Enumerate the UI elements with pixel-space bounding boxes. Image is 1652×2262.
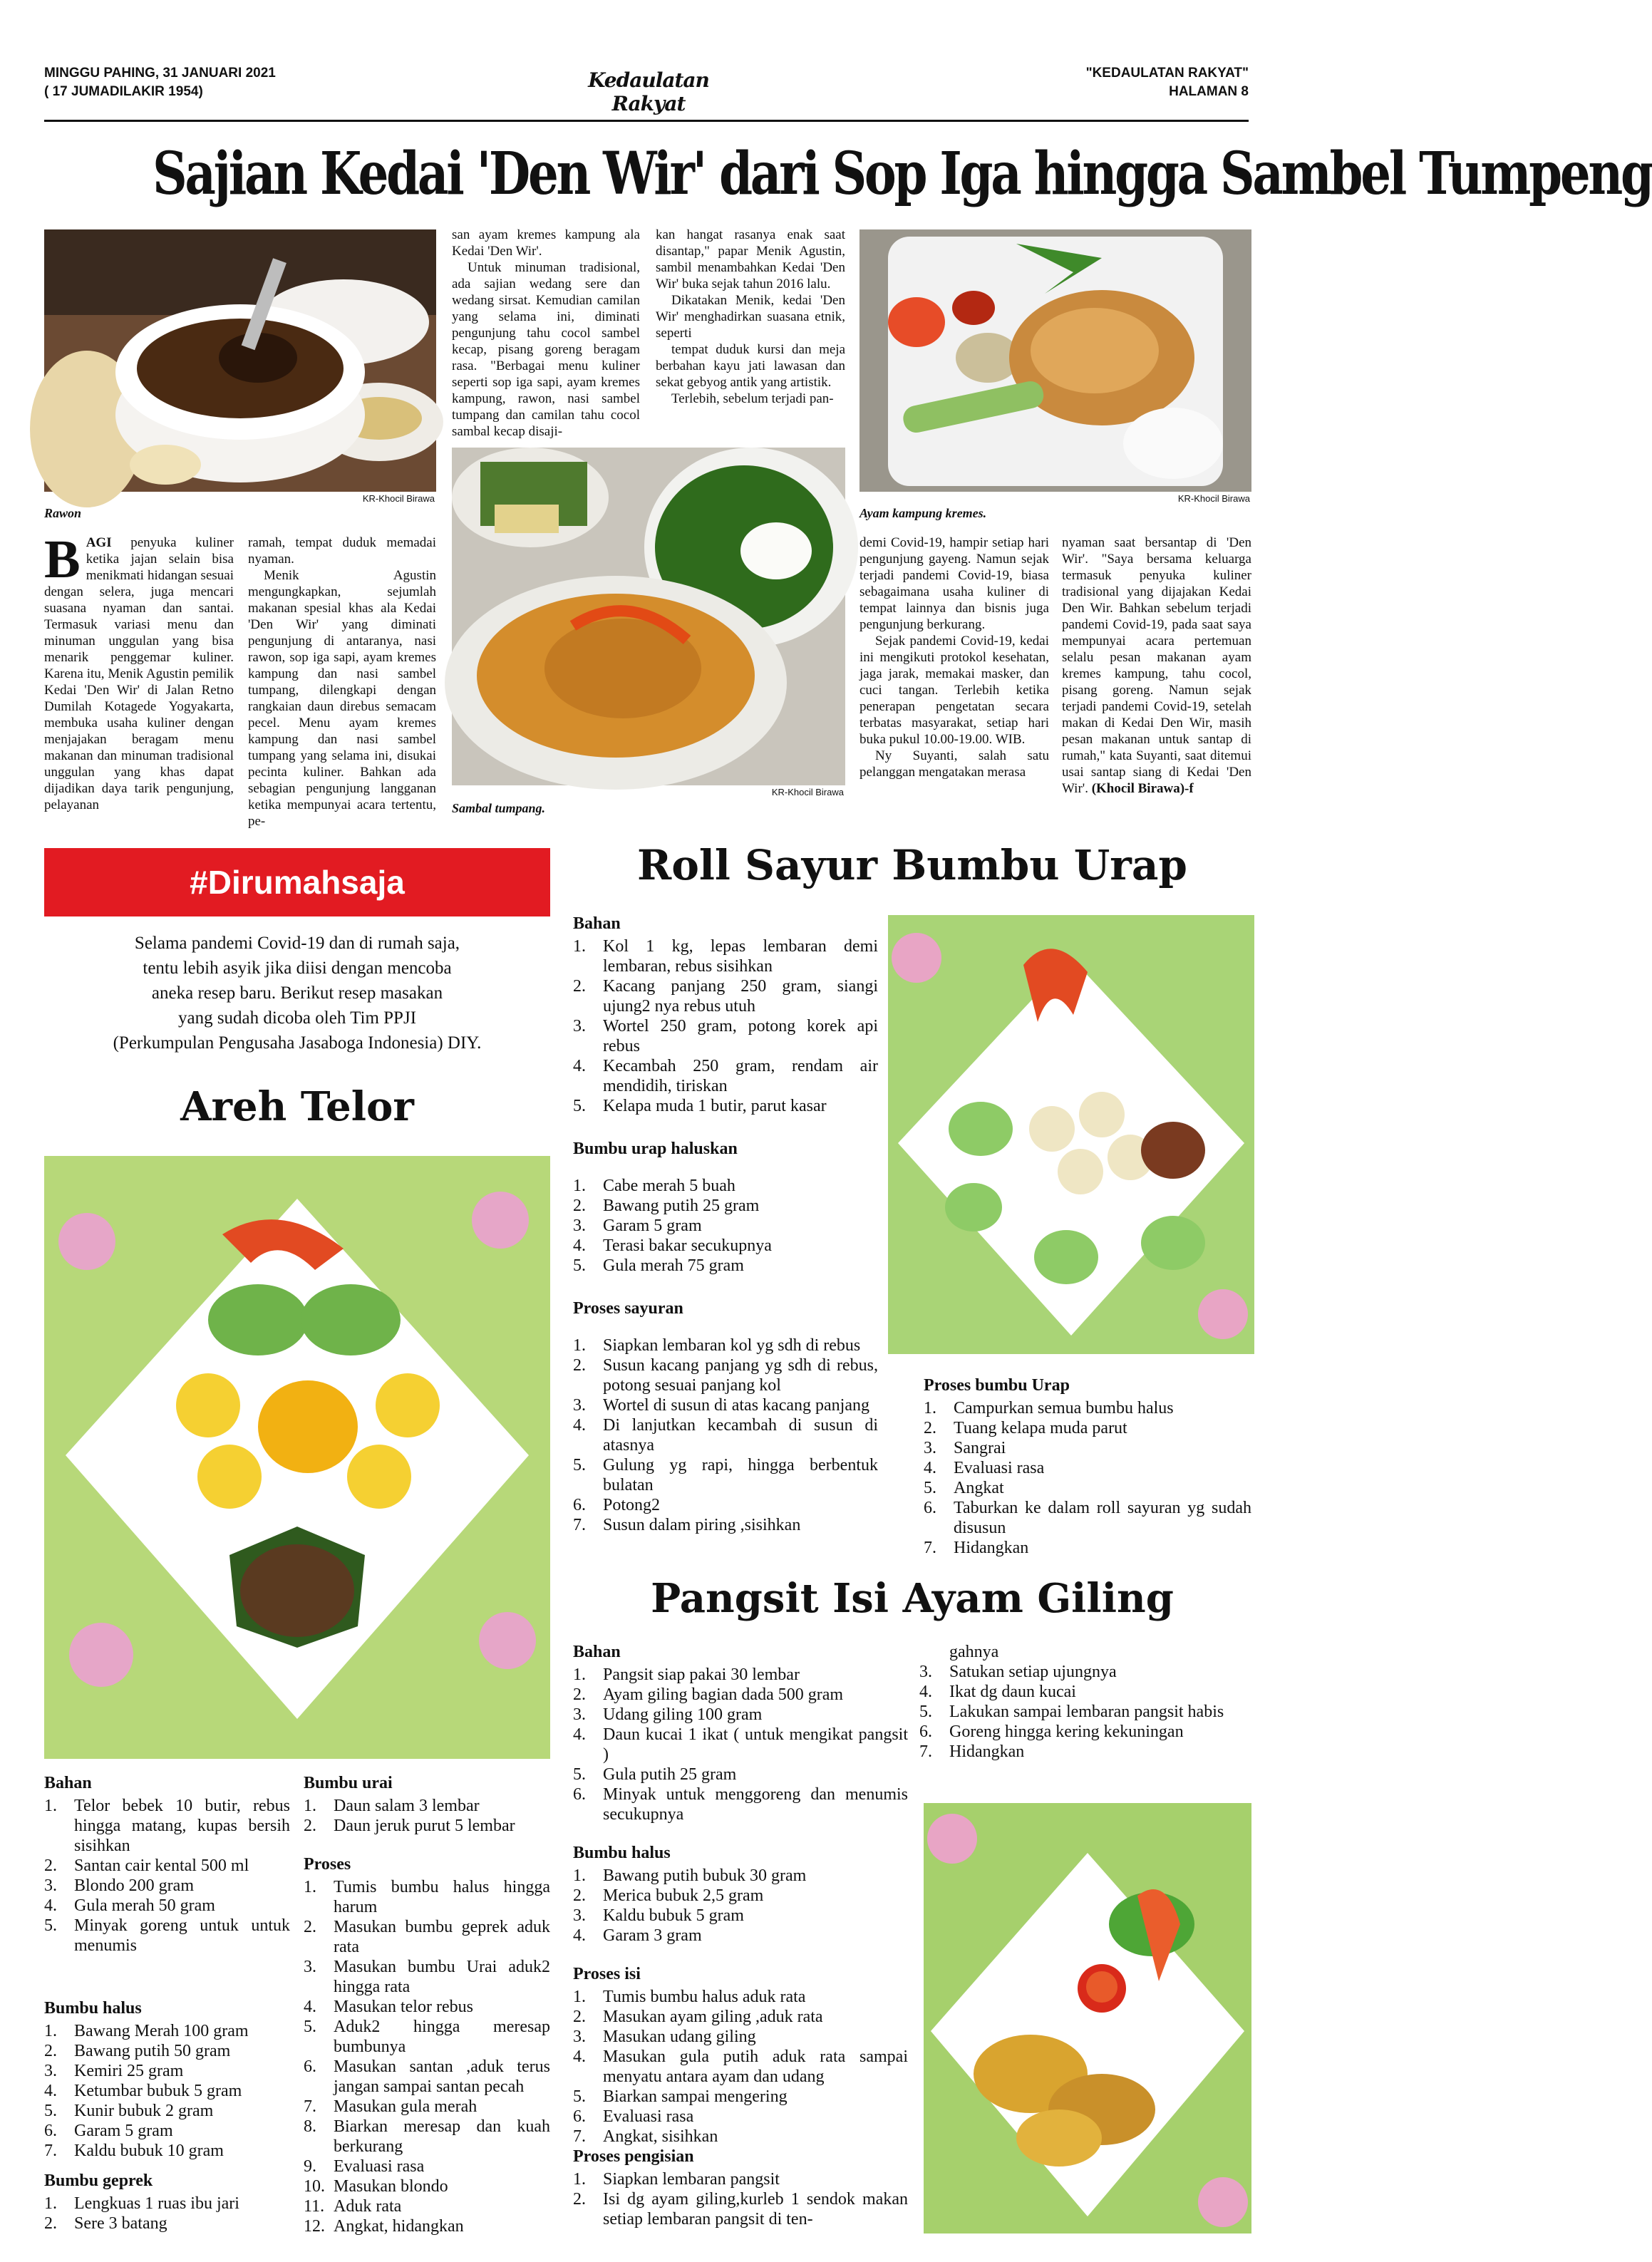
list-item: 1. Tumis bumbu halus hingga harum [304, 1878, 550, 1916]
col4-paragraph-2: Sejak pandemi Covid-19, kedai ini mengikuti protokol kesehatan, jaga jarak, memakai masker, dan cuci tangan. Terlebih ketika penerapan pengetatan secara terbatas masyarakat, setiap hari buka pukul 10.00-19.00. WIB. [859, 634, 1049, 747]
list-item: 12. Angkat, hidangkan [304, 2217, 464, 2236]
list-item: 1. Siapkan lembaran pangsit [573, 2170, 780, 2189]
list-item: 2. Kacang panjang 250 gram, siangi ujung2 nya rebus utuh [573, 977, 878, 1016]
list-item: 5. Gula putih 25 gram [573, 1765, 737, 1784]
list-item: 8. Biarkan meresap dan kuah berkurang [304, 2117, 550, 2156]
list-item: 2. Masukan ayam giling ,aduk rata [573, 2008, 823, 2026]
pangsit-proses-isi-section [573, 1964, 908, 2147]
list-item: 5. Kunir bubuk 2 gram [44, 2102, 214, 2120]
list-item: 1. Daun salam 3 lembar [304, 1797, 480, 1815]
section-heading: Bahan [573, 914, 621, 933]
col2a-paragraph-1: san ayam kremes kampung ala Kedai 'Den Wir'. [452, 227, 640, 259]
list-item: 2. Bawang putih 25 gram [573, 1197, 760, 1215]
list-item: 3. Kemiri 25 gram [44, 2062, 184, 2080]
areh-bumbu-halus-section [44, 1998, 290, 2161]
col4-paragraph-1: demi Covid-19, hampir setiap hari pengunjung gayeng. Namun sejak terjadi pandemi Covid-19, biasa sebagaimana usaha kuliner di tempat lainnya dan bisnis juga pengunjung berkurang. [859, 535, 1049, 632]
paper-name: "KEDAULATAN RAKYAT" [1085, 66, 1249, 81]
rawon-photo-caption: Rawon [44, 506, 82, 520]
section-heading: Proses [304, 1855, 351, 1874]
byline: (Khocil Birawa)-f [1091, 781, 1194, 796]
ayam-photo-caption: Ayam kampung kremes. [859, 506, 987, 520]
list-item: 4. Ikat dg daun kucai [919, 1683, 1076, 1701]
list-item: 5. Minyak goreng untuk untuk menumis [44, 1916, 290, 1955]
pangsit-title: Pangsit Isi Ayam Giling [651, 1575, 1174, 1622]
list-item: 2. Tuang kelapa muda parut [924, 1419, 1127, 1437]
list-item: 2. Santan cair kental 500 ml [44, 1856, 249, 1875]
list-item: 11. Aduk rata [304, 2197, 402, 2216]
list-item: 3. Masukan bumbu Urai aduk2 hingga rata [304, 1958, 550, 1996]
col2b-paragraph-1: ramah, tempat duduk memadai nyaman. [248, 535, 436, 567]
col3-paragraph-2: Dikatakan Menik, kedai 'Den Wir' menghadirkan suasana etnik, seperti [656, 293, 845, 341]
list-item: 1. Bawang Merah 100 gram [44, 2022, 249, 2040]
list-item: 6. Evaluasi rasa [573, 2107, 694, 2126]
hijri-date-line: ( 17 JUMADILAKIR 1954) [44, 84, 203, 99]
list-item: 5. Biarkan sampai mengering [573, 2087, 788, 2106]
pangsit-bahan-section [573, 1642, 908, 1824]
rawon-photo [44, 229, 436, 492]
col1-paragraph: penyuka kuliner ketika jajan selain bisa menikmati hidangan sesuai dengan selera, juga mencari suasana nyaman dan santai. Termasuk variasi menu dan minuman unggulan yang bisa menarik penggemar kuliner. Karena itu, Menik Agustin pemilik Kedai 'Den Wir' di Jalan Retno Dumilah Kotagede Yogyakarta, membuka usaha kuliner dengan menjajakan beragam menu makanan dan minuman tradisional unggulan yang khas dapat dijadikan daya tarik pengunjung, pelayanan [44, 535, 234, 812]
list-item: 9. Evaluasi rasa [304, 2157, 425, 2176]
areh-bumbu-urai-section [304, 1773, 550, 1836]
article-column-5 [1062, 534, 1251, 797]
list-item: 3. Garam 5 gram [573, 1217, 702, 1235]
list-item: 4. Terasi bakar secukupnya [573, 1236, 772, 1255]
section-heading: Proses bumbu Urap [924, 1376, 1070, 1395]
section-heading: Proses sayuran [573, 1299, 683, 1318]
list-item: 3. Masukan udang giling [573, 2028, 756, 2046]
list-item: 6. Masukan santan ,aduk terus jangan sampai santan pecah [304, 2057, 550, 2096]
continued-text: gahnya [949, 1643, 999, 1661]
areh-proses-section [304, 1854, 550, 2236]
sambal-photo-caption: Sambal tumpang. [452, 801, 546, 815]
recipes-intro [44, 931, 550, 1055]
intro-line: aneka resep baru. Berikut resep masakan [151, 983, 443, 1003]
roll-bumbu-urap-section [573, 1139, 878, 1276]
pangsit-pengisian-continued [919, 1642, 1251, 1762]
list-item: 5. Lakukan sampai lembaran pangsit habis [919, 1703, 1224, 1721]
roll-sayur-title: Roll Sayur Bumbu Urap [637, 841, 1187, 889]
list-item: 5. Aduk2 hingga meresap bumbunya [304, 2018, 550, 2056]
sambal-tumpang-photo [452, 448, 845, 785]
col3-paragraph-1: kan hangat rasanya enak saat disantap," papar Menik Agustin, sambil menambahkan Kedai 'Den Wir' buka sejak tahun 2016 lalu. [656, 227, 845, 291]
intro-line: Selama pandemi Covid-19 dan di rumah saja, [134, 934, 460, 953]
list-item: 2. Merica bubuk 2,5 gram [573, 1886, 764, 1905]
col4-paragraph-3: Ny Suyanti, salah satu pelanggan mengatakan merasa [859, 748, 1049, 780]
list-item: 2. Isi dg ayam giling,kurleb 1 sendok makan setiap lembaran pangsit di ten- [573, 2190, 908, 2229]
sambal-photo-credit: KR-Khocil Birawa [771, 787, 844, 797]
areh-telor-title: Areh Telor [180, 1083, 414, 1130]
list-item: 7. Masukan gula merah [304, 2097, 477, 2116]
dirumahsaja-banner: #Dirumahsaja [44, 848, 550, 916]
list-item: 3. Satukan setiap ujungnya [919, 1663, 1117, 1681]
list-item: 7. Angkat, sisihkan [573, 2127, 718, 2146]
header-rule [44, 120, 1249, 122]
masthead-logo: Kedaulatan Rakyat [588, 68, 709, 115]
list-item: 2. Susun kacang panjang yg sdh di rebus, potong sesuai panjang kol [573, 1356, 878, 1395]
list-item: 5. Gulung yg rapi, hingga berbentuk bulatan [573, 1456, 878, 1494]
col5-paragraph: nyaman saat bersantap di 'Den Wir'. "Saya bersama keluarga termasuk penyuka kuliner tradisional yang dijajakan Kedai Den Wir. Bahkan sebelum terjadi pandemi Covid-19, pada saat saya mempunyai acara pertemuan selalu pesan makanan ayam kremes kampung, tahu cocol, pisang goreng. Namun sejak terjadi pandemi Covid-19, setelah makan di Kedai Den Wir, masih pesan makanan untuk santap di rumah," kata Suyanti, saat ditemui usai santap siang di Kedai 'Den Wir'. [1062, 535, 1251, 796]
list-item: 10. Masukan blondo [304, 2177, 448, 2196]
section-heading: Bumbu halus [44, 1999, 142, 2018]
list-item: 1. Bawang putih bubuk 30 gram [573, 1866, 807, 1885]
col3-paragraph-3: tempat duduk kursi dan meja berbahan kayu jati lawasan dan sekat gebyog antik yang artistik. [656, 342, 845, 390]
drop-cap: B [44, 530, 81, 589]
date-line: MINGGU PAHING, 31 JANUARI 2021 [44, 66, 276, 81]
list-item: 4. Masukan gula putih aduk rata sampai menyatu antara ayam dan udang [573, 2047, 908, 2086]
list-item: 4. Di lanjutkan kecambah di susun di atasnya [573, 1416, 878, 1455]
pangsit-bumbu-halus-section [573, 1843, 908, 1946]
section-heading: Bumbu urai [304, 1774, 393, 1792]
list-item: 3. Blondo 200 gram [44, 1876, 194, 1895]
list-item: 1. Cabe merah 5 buah [573, 1177, 735, 1195]
article-column-3 [656, 227, 845, 407]
article-headline: Sajian Kedai 'Den Wir' dari Sop Iga hingga Sambel Tumpeng [153, 140, 1652, 208]
section-heading: Proses pengisian [573, 2147, 694, 2166]
roll-sayur-photo [888, 915, 1254, 1354]
section-heading: Bumbu geprek [44, 2171, 153, 2190]
col3-paragraph-4: Terlebih, sebelum terjadi pan- [671, 391, 834, 406]
list-item: 2. Daun jeruk purut 5 lembar [304, 1817, 515, 1835]
list-item: 3. Kaldu bubuk 5 gram [573, 1906, 744, 1925]
list-item: 1. Telor bebek 10 butir, rebus hingga matang, kupas bersih sisihkan [44, 1797, 290, 1855]
section-heading: Bahan [573, 1643, 621, 1661]
list-item: 1. Lengkuas 1 ruas ibu jari [44, 2194, 239, 2213]
rawon-photo-credit: KR-Khocil Birawa [362, 493, 435, 504]
areh-bumbu-geprek-section [44, 2171, 290, 2233]
list-item: 7. Susun dalam piring ,sisihkan [573, 1516, 801, 1534]
list-item: 5. Kelapa muda 1 butir, parut kasar [573, 1097, 827, 1115]
pangsit-photo [924, 1803, 1251, 2233]
list-item: 1. Pangsit siap pakai 30 lembar [573, 1665, 800, 1684]
list-item: 2. Ayam giling bagian dada 500 gram [573, 1685, 844, 1704]
section-heading: Bumbu halus [573, 1844, 671, 1862]
list-item: 1. Siapkan lembaran kol yg sdh di rebus [573, 1336, 861, 1355]
list-item: 7. Hidangkan [924, 1539, 1029, 1557]
list-item: 1. Tumis bumbu halus aduk rata [573, 1988, 806, 2006]
ayam-photo-credit: KR-Khocil Birawa [1177, 493, 1250, 504]
list-item: 6. Potong2 [573, 1496, 661, 1514]
roll-proses-sayuran-section [573, 1298, 878, 1535]
list-item: 3. Sangrai [924, 1439, 1006, 1457]
intro-line: tentu lebih asyik jika diisi dengan mencoba [143, 959, 452, 978]
list-item: 6. Goreng hingga kering kekuningan [919, 1723, 1184, 1741]
list-item: 4. Evaluasi rasa [924, 1459, 1045, 1477]
col2b-paragraph-2: Menik Agustin mengungkapkan, sejumlah makanan spesial khas ala Kedai 'Den Wir' yang diminati pengunjung di antaranya, nasi rawon, sop iga sapi, ayam kremes kampung dan nasi sambel tumpang, dilengkapi dengan rangkaian daun direbus semacam pecel. Menu ayam kremes kampung dan nasi sambel tumpang yang selama ini, disukai pecinta kuliner. Bahkan ada sebagian pengunjung langganan ketika mempunyai acara tertentu, pe- [248, 568, 436, 829]
section-heading: Bumbu urap haluskan [573, 1140, 738, 1158]
list-item: 3. Wortel 250 gram, potong korek api rebus [573, 1017, 878, 1055]
list-item: 3. Wortel di susun di atas kacang panjang [573, 1396, 869, 1415]
list-item: 4. Garam 3 gram [573, 1926, 702, 1945]
list-item: 6. Garam 5 gram [44, 2122, 173, 2140]
intro-line: yang sudah dicoba oleh Tim PPJI [177, 1008, 417, 1028]
areh-bahan-section [44, 1773, 290, 1956]
list-item: 6. Minyak untuk menggoreng dan menumis secukupnya [573, 1785, 908, 1824]
lead-word: AGI [86, 535, 112, 550]
intro-line: (Perkumpulan Pengusaha Jasaboga Indonesia) DIY. [113, 1033, 482, 1053]
list-item: 5. Angkat [924, 1479, 1004, 1497]
list-item: 6. Taburkan ke dalam roll sayuran yg sudah disusun [924, 1499, 1251, 1537]
list-item: 4. Ketumbar bubuk 5 gram [44, 2082, 242, 2100]
list-item: 2. Masukan bumbu geprek aduk rata [304, 1918, 550, 1956]
list-item: 2. Bawang putih 50 gram [44, 2042, 231, 2060]
list-item: 4. Masukan telor rebus [304, 1998, 473, 2016]
section-heading: Proses isi [573, 1965, 641, 1983]
list-item: 2. Sere 3 batang [44, 2214, 167, 2233]
list-item: 7. Hidangkan [919, 1742, 1025, 1761]
list-item: 3. Udang giling 100 gram [573, 1705, 763, 1724]
ayam-kremes-photo [859, 229, 1251, 492]
section-heading: Bahan [44, 1774, 92, 1792]
list-item: 1. Kol 1 kg, lepas lembaran demi lembaran, rebus sisihkan [573, 937, 878, 976]
page-number: HALAMAN 8 [1169, 84, 1249, 99]
col2a-paragraph-2: Untuk minuman tradisional, ada sajian wedang sere dan wedang sirsat. Kemudian camilan yang selama ini, diminati pengunjung tahu cocol sambel kecap, pisang goreng beragam rasa. "Berbagai menu kuliner seperti sop iga sapi, ayam kremes kampung, rawon, nasi sambel tumpang dan camilan tahu cocol sambal kecap disaji- [452, 260, 640, 439]
article-column-2b [248, 534, 436, 830]
pangsit-proses-pengisian-section [573, 2147, 908, 2229]
list-item: 4. Kecambah 250 gram, rendam air mendidih, tiriskan [573, 1057, 878, 1095]
list-item: 7. Kaldu bubuk 10 gram [44, 2142, 224, 2160]
article-column-4 [859, 534, 1049, 780]
areh-telor-photo [44, 1156, 550, 1759]
roll-bahan-section [573, 914, 878, 1116]
list-item: 5. Gula merah 75 gram [573, 1256, 744, 1275]
list-item: 4. Gula merah 50 gram [44, 1896, 215, 1915]
article-column-1 [44, 530, 234, 813]
article-column-2a [452, 227, 640, 440]
roll-proses-urap-section [924, 1375, 1251, 1558]
list-item: 1. Campurkan semua bumbu halus [924, 1399, 1174, 1417]
list-item: 4. Daun kucai 1 ikat ( untuk mengikat pangsit ) [573, 1725, 908, 1764]
